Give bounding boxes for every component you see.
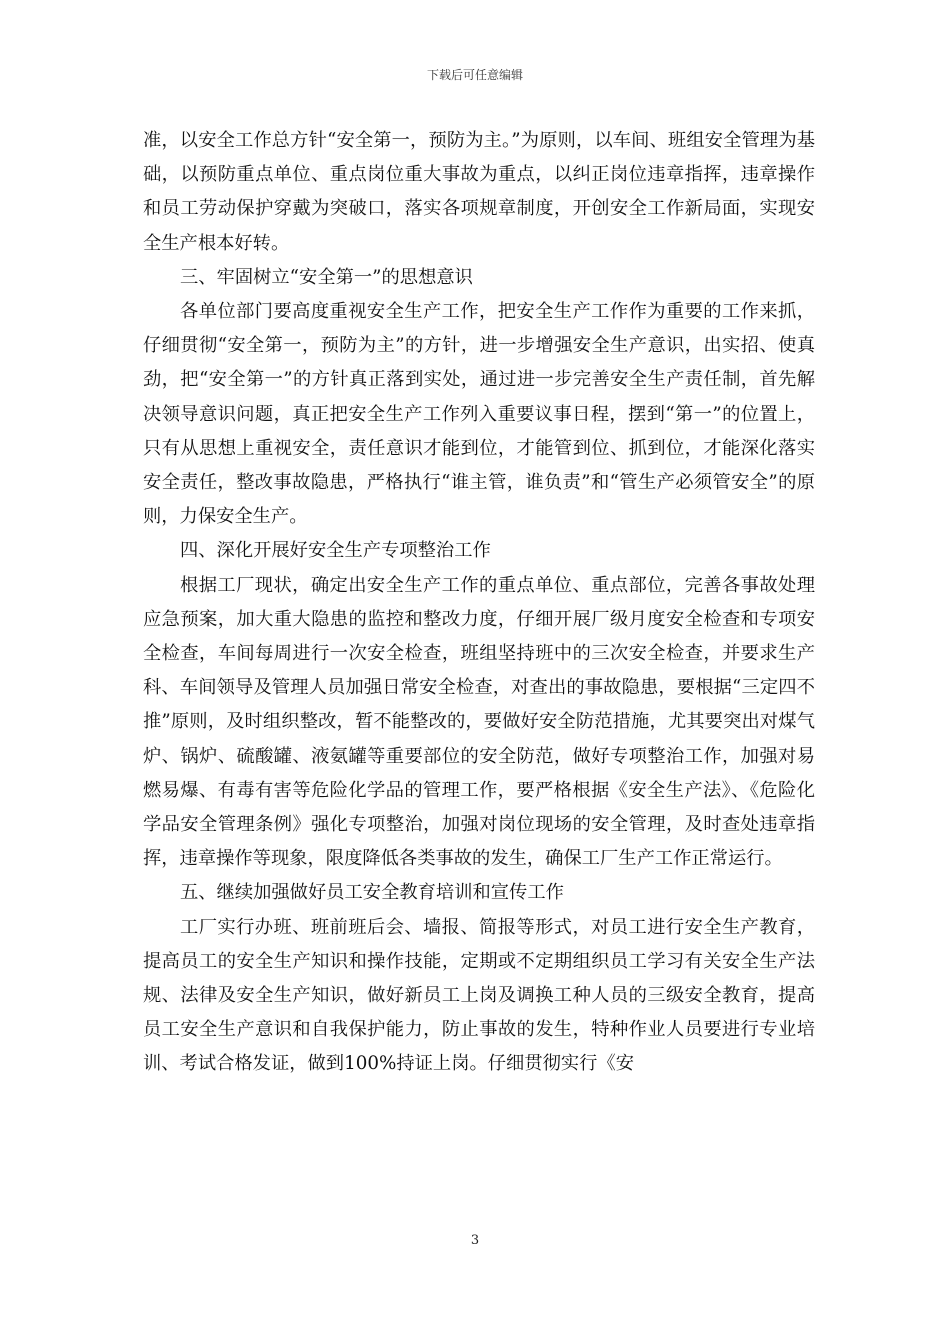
paragraph-section-5: 工厂实行办班、班前班后会、墙报、简报等形式，对员工进行安全生产教育，提高员工的安全生产知识和操作技能，定期或不定期组织员工学习有关安全生产法规、法律及安全生产知识，做好新员工上岗及调换工种人员的三级安全教育，提高员工安全生产意识和自我保护能力，防止事故的发生，特种作业人员要进行专业培训、考试合格发证，做到100%持证上岗。仔细贯彻实行《安 bbox=[143, 916, 815, 1075]
paragraph-section-3: 各单位部门要高度重视安全生产工作，把安全生产工作作为重要的工作来抓，仔细贯彻“安全第一，预防为主”的方针，进一步增强安全生产意识，出实招、使真劲，把“安全第一”的方针真正落到实处，通过进一步完善安全生产责任制，首先解决领导意识问题，真正把安全生产工作列入重要议事日程，摆到“第一”的位置上，只有从思想上重视安全，责任意识才能到位，才能管到位、抓到位，才能深化落实安全责任，整改事故隐患，严格执行“谁主管，谁负责”和“管生产必须管安全”的原则，力保安全生产。 bbox=[143, 301, 815, 528]
page-number: 3 bbox=[470, 1233, 480, 1248]
section-heading-4: 四、深化开展好安全生产专项整治工作 bbox=[180, 540, 491, 562]
paragraph-continued: 准，以安全工作总方针“安全第一，预防为主。”为原则，以车间、班组安全管理为基础，以预防重点单位、重点岗位重大事故为重点，以纠正岗位违章指挥，违章操作和员工劳动保护穿戴为突破口，落实各项规章制度，开创安全工作新局面，实现安全生产根本好转。 bbox=[143, 130, 815, 254]
section-heading-3: 三、牢固树立“安全第一”的思想意识 bbox=[180, 266, 473, 288]
document-body bbox=[143, 124, 815, 1082]
paragraph-section-4: 根据工厂现状，确定出安全生产工作的重点单位、重点部位，完善各事故处理应急预案，加大重大隐患的监控和整改力度，仔细开展厂级月度安全检查和专项安全检查，车间每周进行一次安全检查，班组坚持班中的三次安全检查，并要求生产科、车间领导及管理人员加强日常安全检查，对查出的事故隐患，要根据“三定四不推”原则，及时组织整改，暂不能整改的，要做好安全防范措施，尤其要突出对煤气炉、锅炉、硫酸罐、液氨罐等重要部位的安全防范，做好专项整治工作，加强对易燃易爆、有毒有害等危险化学品的管理工作，要严格根据《安全生产法》、《危险化学品安全管理条例》强化专项整治，加强对岗位现场的安全管理，及时查处违章指挥，违章操作等现象，限度降低各类事故的发生，确保工厂生产工作正常运行。 bbox=[143, 574, 815, 870]
page-header: 下载后可任意编辑 bbox=[426, 68, 523, 82]
section-heading-5: 五、继续加强做好员工安全教育培训和宣传工作 bbox=[180, 882, 564, 904]
